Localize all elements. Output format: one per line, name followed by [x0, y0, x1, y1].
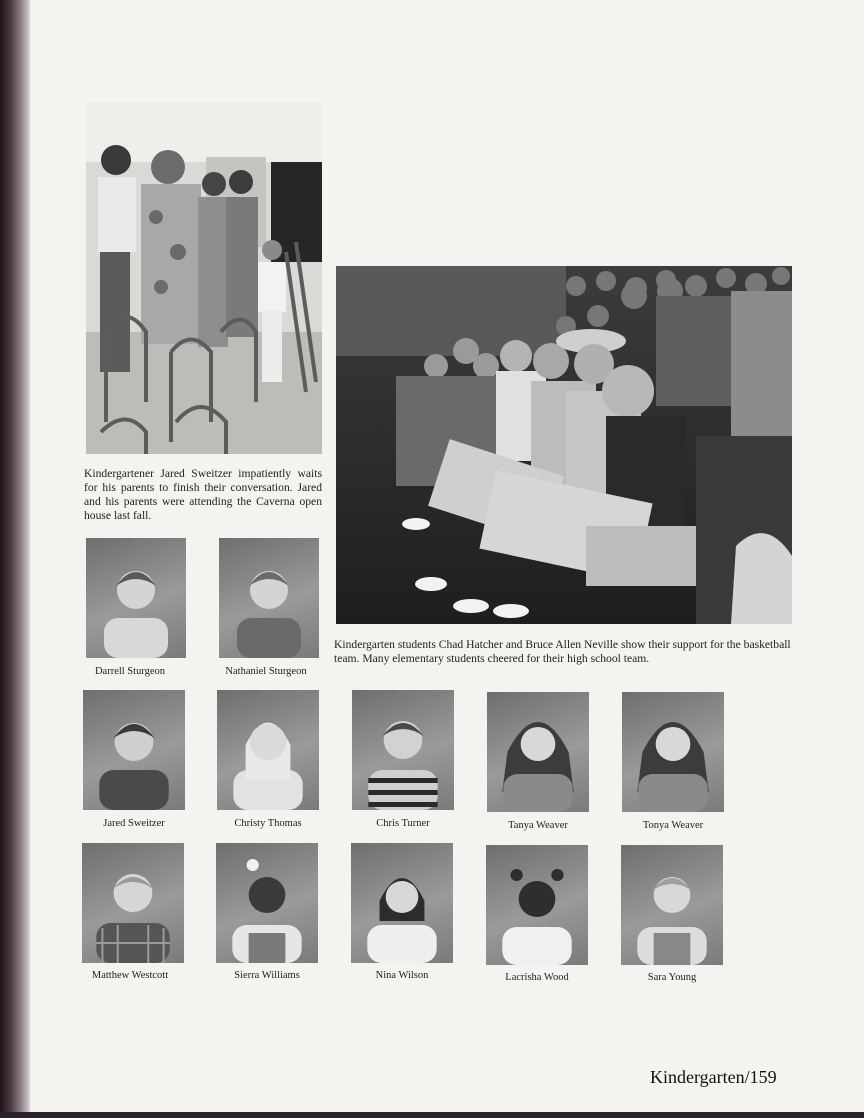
portrait-shirt [104, 618, 168, 658]
open-house-caption: Kindergartener Jared Sweitzer impatiently waits for his parents to finish their conversation. Jared and his parents were attending the Caverna open house last fall. [84, 467, 322, 522]
portrait-photo [622, 692, 724, 812]
portrait-photo [486, 845, 588, 965]
portrait-name: Matthew Westcott [91, 970, 169, 981]
portrait-shirt [638, 774, 707, 812]
portrait-name: Darrell Sturgeon [94, 666, 166, 677]
portrait-photo [219, 538, 319, 658]
portrait-name: Tanya Weaver [508, 820, 568, 831]
portrait-shirt [237, 618, 301, 658]
portrait-name: Chris Turner [376, 818, 430, 829]
portrait-photo [216, 843, 318, 963]
portrait-photo [86, 538, 186, 658]
basketball-crowd-photo [336, 266, 792, 624]
portrait-photo [82, 843, 184, 963]
page-folio: Kindergarten/159 [650, 1067, 777, 1087]
portrait-shirt [502, 927, 571, 965]
open-house-photo [86, 102, 322, 454]
portrait-photo [352, 690, 454, 810]
portrait-name: Sara Young [647, 972, 697, 983]
portrait-shirt [503, 774, 572, 812]
portrait-photo [83, 690, 185, 810]
book-binding-shadow [0, 0, 30, 1118]
portrait-shirt [367, 925, 436, 963]
page-bottom-edge [0, 1112, 864, 1118]
portrait-name: Nathaniel Sturgeon [225, 666, 307, 677]
portrait-photo [621, 845, 723, 965]
portrait-name: Lacrisha Wood [505, 972, 569, 983]
portrait-name: Tonya Weaver [642, 820, 704, 831]
portrait-name: Sierra Williams [234, 970, 300, 981]
portrait-name: Christy Thomas [234, 818, 302, 829]
portrait-name: Nina Wilson [375, 970, 429, 981]
portrait-photo [217, 690, 319, 810]
portrait-photo [487, 692, 589, 812]
basketball-caption: Kindergarten students Chad Hatcher and Bruce Allen Neville show their support for the basketball team. Many elementary students cheered for their high school team. [334, 638, 791, 665]
portrait-name: Jared Sweitzer [103, 818, 165, 829]
portrait-photo [351, 843, 453, 963]
portrait-shirt [99, 770, 168, 810]
